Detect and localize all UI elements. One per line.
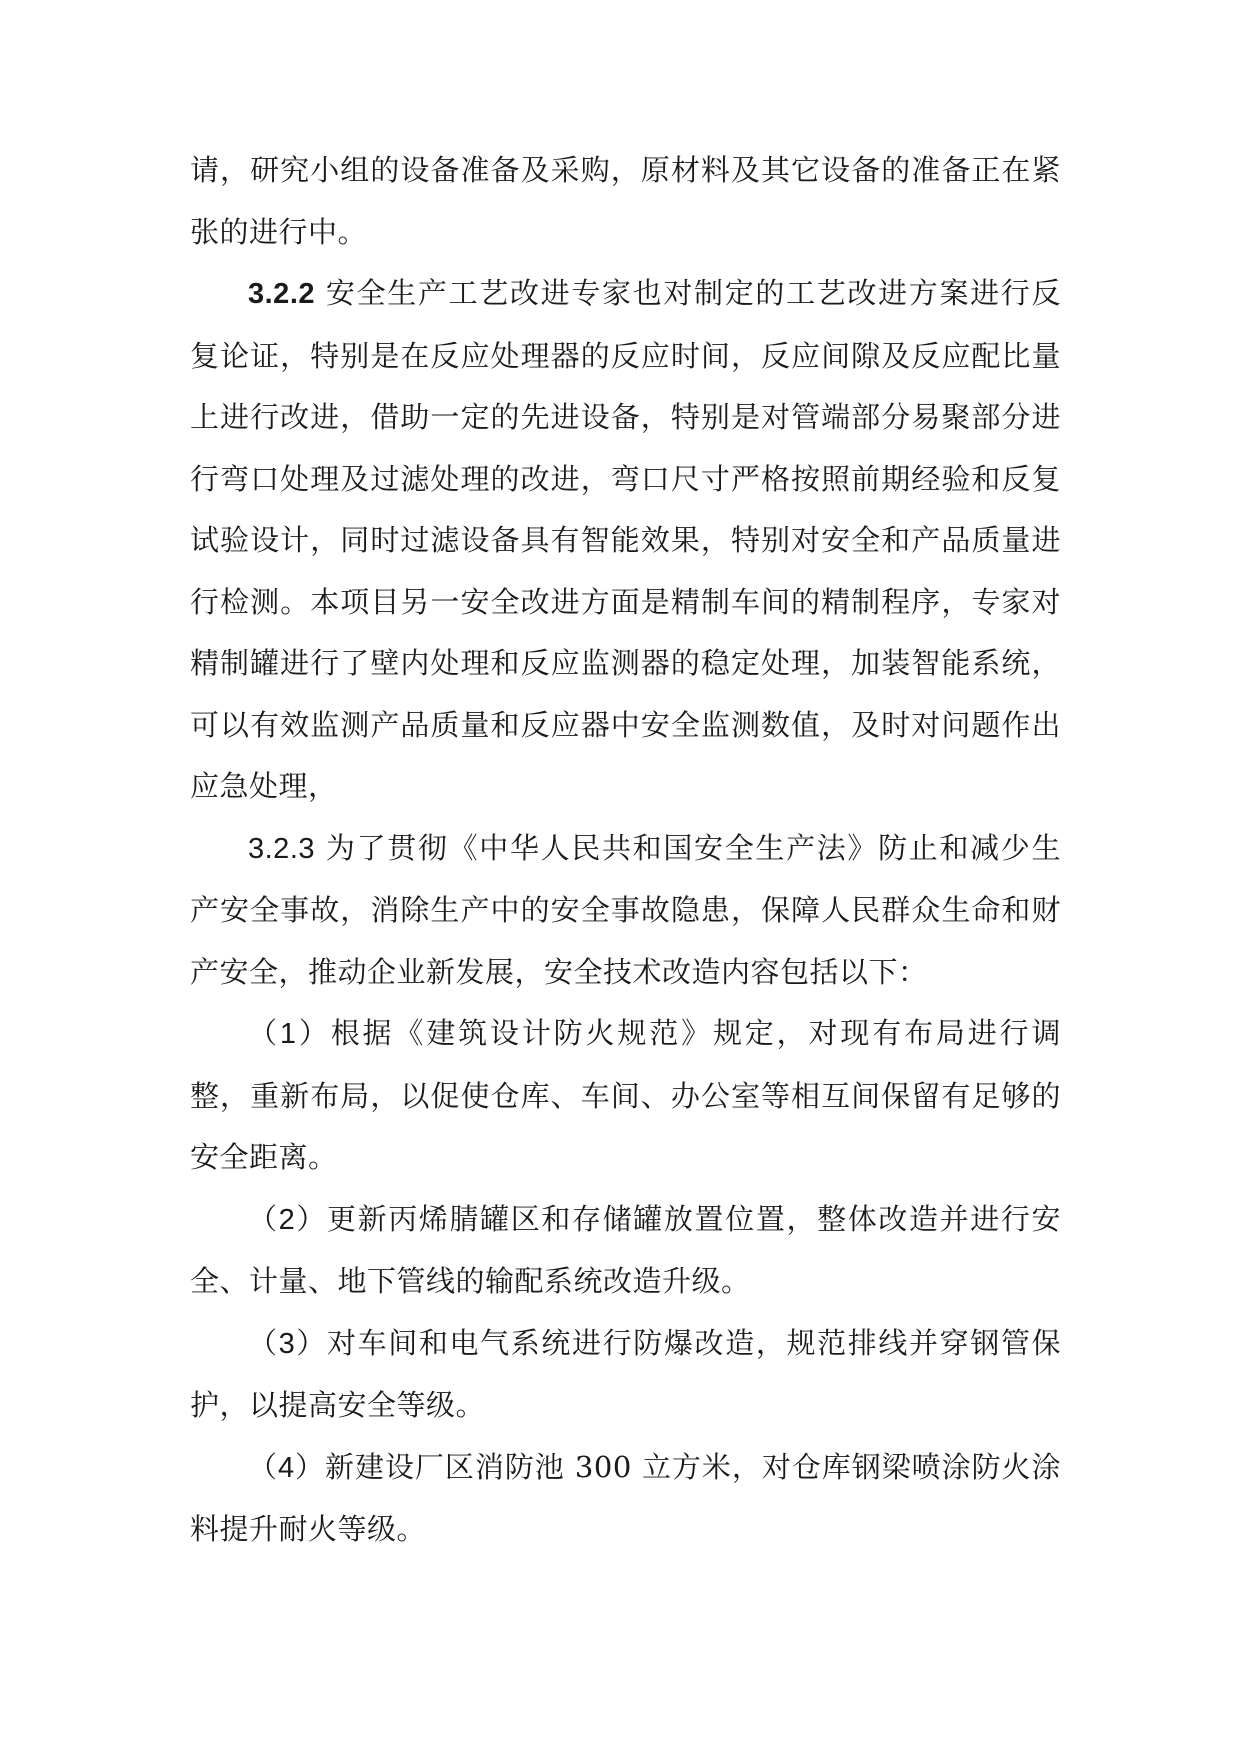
- paragraph-continuation: [190, 140, 1061, 263]
- list-number: （4）: [248, 1451, 326, 1484]
- paragraph-text: 更新丙烯腈罐区和存储罐放置位置，整体改造并进行安全、计量、地下管线的输配系统改造升级。: [190, 1201, 1061, 1298]
- paragraph-3-2-2: [190, 263, 1061, 818]
- list-number: （3）: [248, 1327, 328, 1360]
- paragraph-text: 对车间和电气系统进行防爆改造，规范排线并穿钢管保护，以提高安全等级。: [190, 1325, 1061, 1422]
- paragraph-text: 为了贯彻《中华人民共和国安全生产法》防止和减少生产安全事故，消除生产中的安全事故隐患，保障人民群众生命和财产安全，推动企业新发展，安全技术改造内容包括以下：: [190, 830, 1061, 989]
- paragraph-text: 请，研究小组的设备准备及采购，原材料及其它设备的准备正在紧张的进行中。: [190, 153, 1061, 249]
- list-item-3: [190, 1313, 1061, 1437]
- paragraph-3-2-3: [190, 818, 1061, 1004]
- paragraph-text: 根据《建筑设计防火规范》规定，对现有布局进行调整，重新布局，以促使仓库、车间、办公室等相互间保留有足够的安全距离。: [190, 1016, 1061, 1174]
- section-number: 3.2.3: [248, 832, 315, 865]
- paragraph-text: 安全生产工艺改进专家也对制定的工艺改进方案进行反复论证，特别是在反应处理器的反应时间，反应间隙及反应配比量上进行改进，借助一定的先进设备，特别是对管端部分易聚部分进行弯口处理及过滤处理的改进，弯口尺寸严格按照前期经验和反复试验设计，同时过滤设备具有智能效果，特别对安全和产品质量进行检测。本项目另一安全改进方面是精制车间的精制程序，专家对精制罐进行了壁内处理和反应监测器的稳定处理，加装智能系统，可以有效监测产品质量和反应器中安全监测数值，及时对问题作出应急处理，: [190, 276, 1061, 803]
- section-number: 3.2.2: [248, 278, 315, 310]
- list-item-2: [190, 1189, 1061, 1313]
- list-item-1: [190, 1003, 1061, 1189]
- list-item-4: [190, 1437, 1061, 1561]
- list-number: （2）: [248, 1203, 328, 1236]
- list-number: （1）: [248, 1018, 331, 1050]
- paragraph-text: 新建设厂区消防池 300 立方米，对仓库钢梁喷涂防火涂料提升耐火等级。: [190, 1449, 1061, 1546]
